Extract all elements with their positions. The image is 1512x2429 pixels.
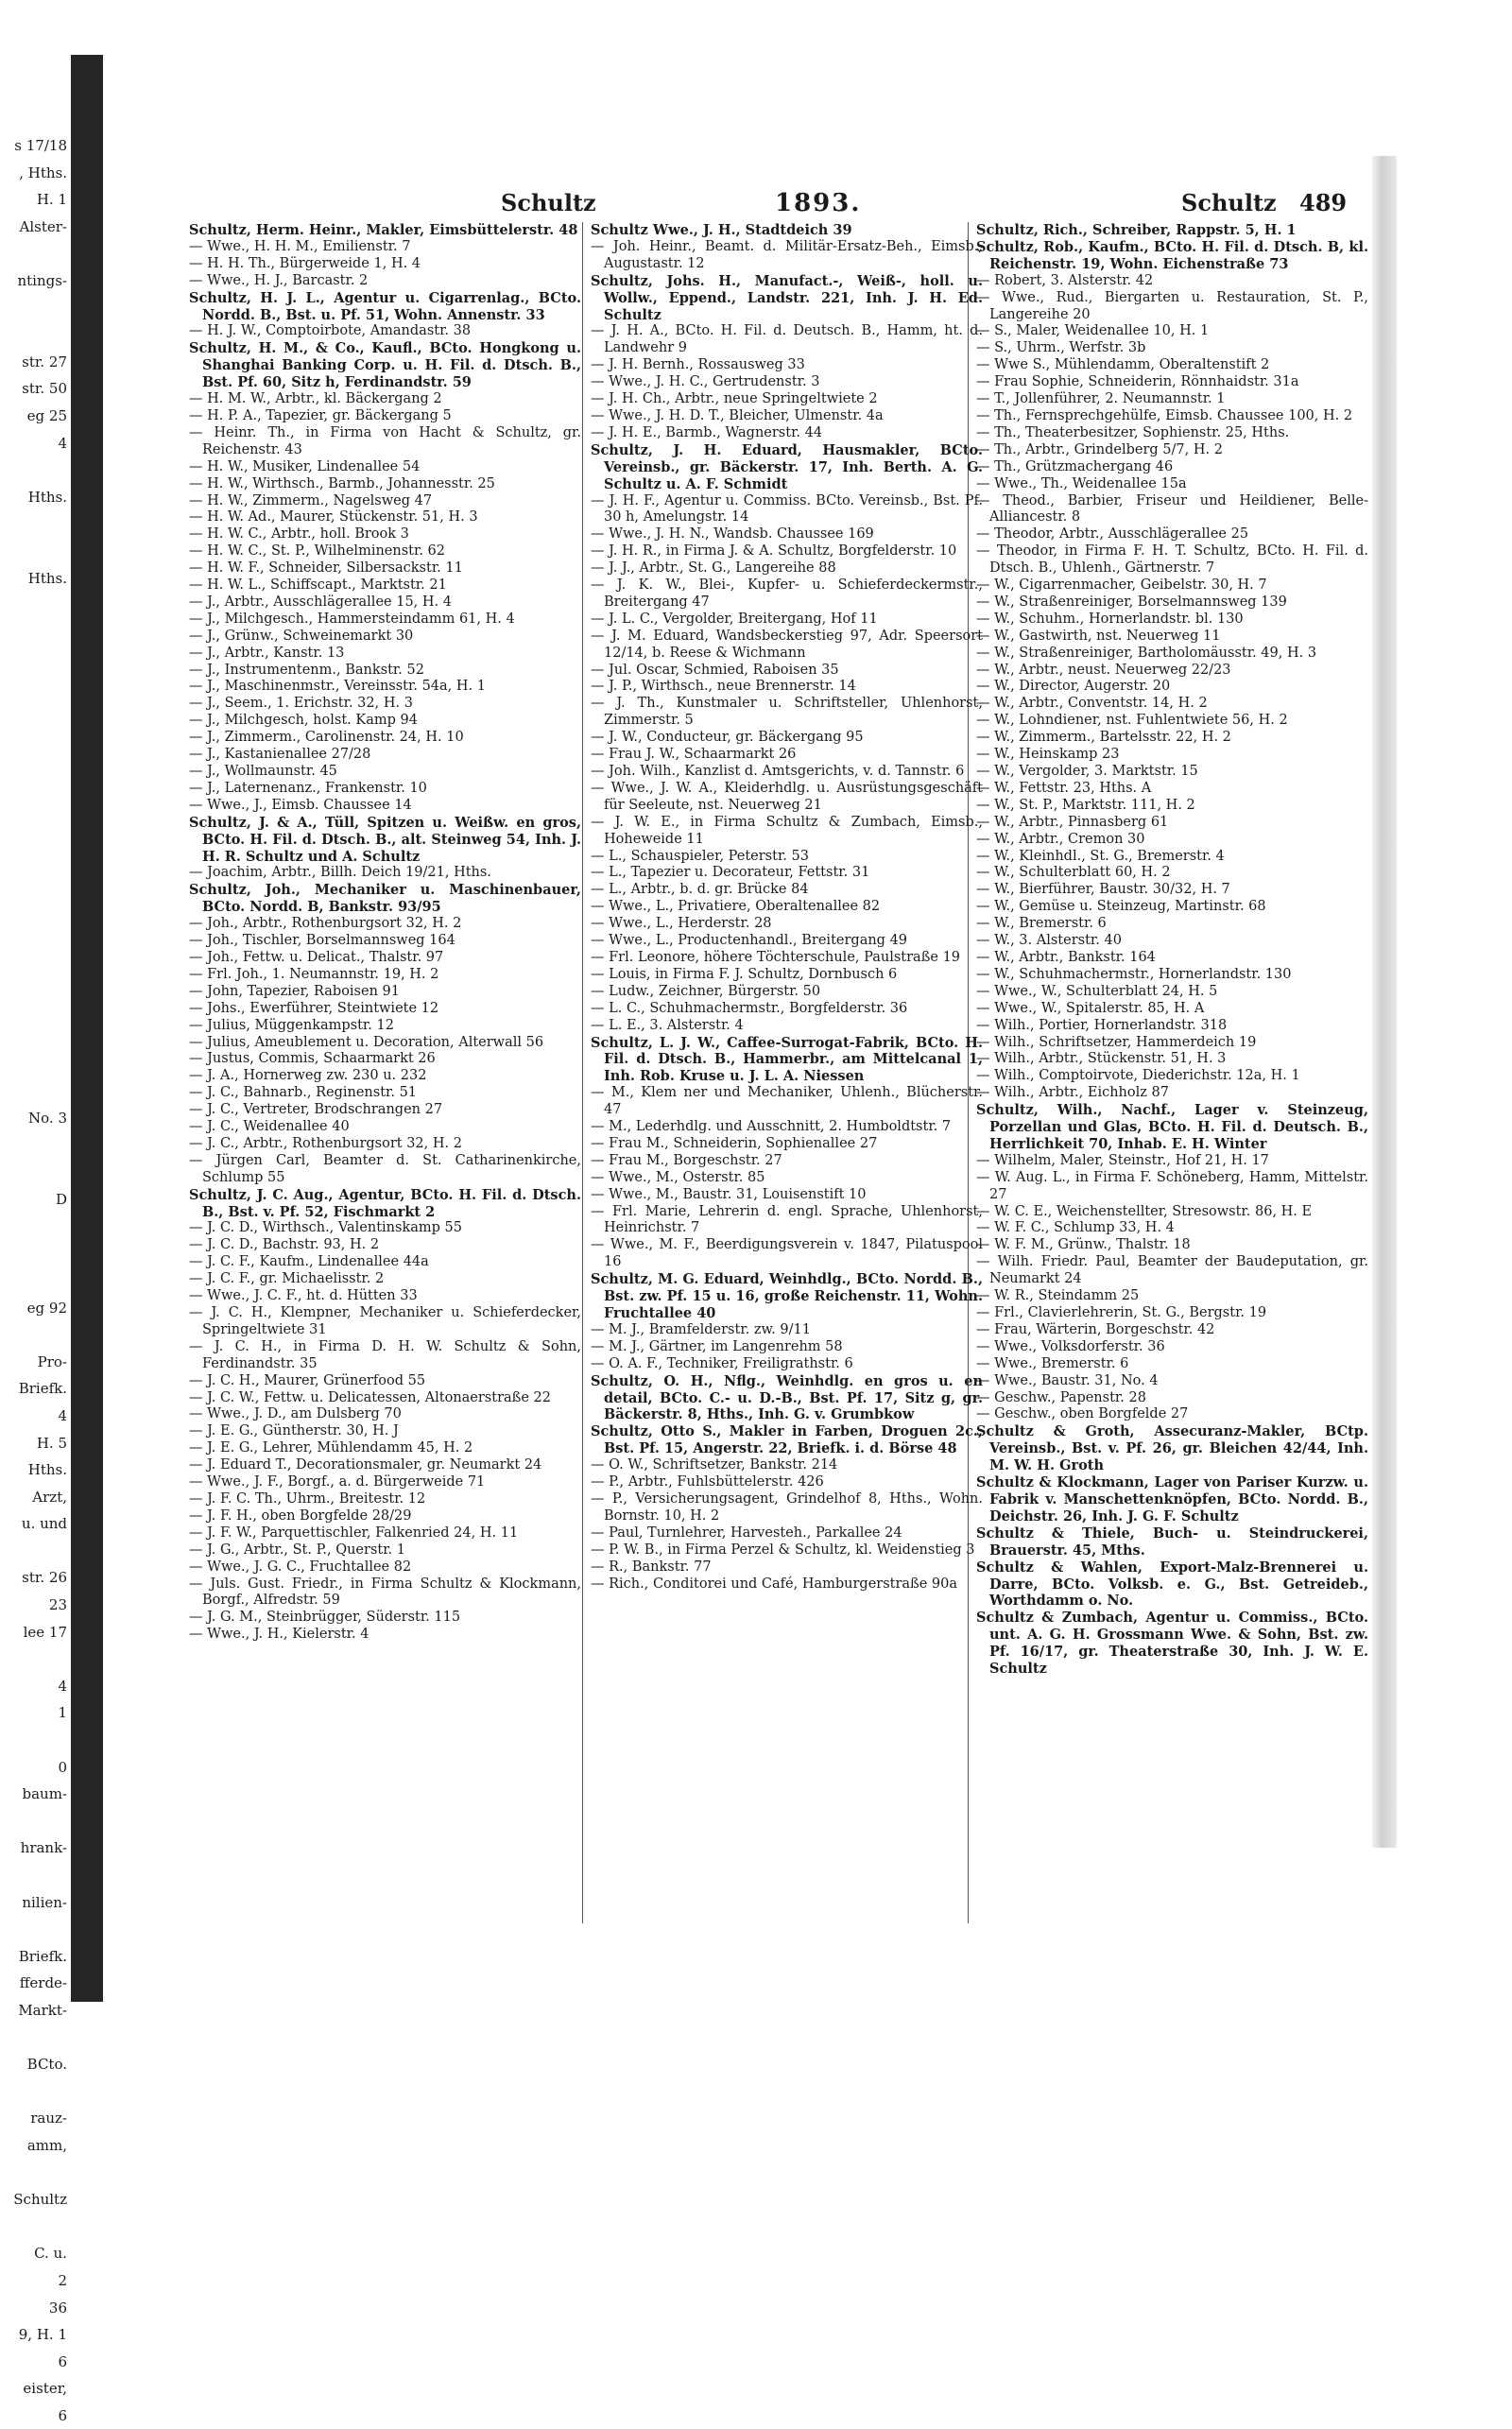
directory-entry: — Frl. Joh., 1. Neumannstr. 19, H. 2 [189, 966, 439, 982]
directory-entry: — Wwe., L., Privatiere, Oberaltenallee 82 [591, 899, 881, 915]
directory-entry: — H. W. Ad., Maurer, Stückenstr. 51, H. 3 [189, 509, 478, 525]
directory-entry: — Wwe., J., Eimsb. Chaussee 14 [189, 797, 412, 813]
directory-entry: — W., Fettstr. 23, Hths. A [976, 780, 1152, 796]
fragment-line: Hths. [27, 569, 67, 587]
fragment-line: 4 [58, 1677, 67, 1695]
directory-entry: — Wwe., Rud., Biergarten u. Restauration, St. P., Langereihe 20 [976, 289, 1368, 322]
directory-entry: — J., Wollmaunstr. 45 [189, 764, 337, 779]
fragment-line [0, 240, 71, 267]
directory-entry: — Wwe., Th., Weidenallee 15a [976, 475, 1187, 491]
fragment-line: fferde- [19, 1974, 67, 1992]
fragment-line [0, 727, 71, 754]
directory-entry: — J. C. F., Kaufm., Lindenallee 44a [189, 1254, 429, 1270]
directory-entry: Schultz, H. J. L., Agentur u. Cigarrenlag., BCto. Nordd. B., Bst. u. Pf. 51, Wohn. Annenstr. 33 [189, 289, 581, 323]
directory-entry: — Wwe., W., Schulterblatt 24, H. 5 [976, 983, 1218, 999]
fragment-line [0, 1267, 71, 1295]
directory-entry: — Jul. Oscar, Schmied, Raboisen 35 [591, 662, 839, 678]
fragment-line [0, 1916, 71, 1943]
directory-entry: — J. C. D., Bachstr. 93, H. 2 [189, 1237, 380, 1253]
directory-entry: — J. Th., Kunstmaler u. Schriftsteller, Uhlenhorst, Zimmerstr. 5 [591, 696, 983, 729]
directory-entry: — Frau M., Schneiderin, Sophienallee 27 [591, 1135, 878, 1151]
directory-entry: — Wwe., W., Spitalerstr. 85, H. A [976, 1000, 1205, 1016]
directory-entry: — Joh., Arbtr., Rothenburgsort 32, H. 2 [189, 916, 462, 932]
directory-entry: — W. R., Steindamm 25 [976, 1288, 1140, 1304]
directory-entry: — J. F. W., Parquettischler, Falkenried 24, H. 11 [189, 1525, 519, 1541]
fragment-line [0, 538, 71, 565]
directory-entry: — W., Straßenreiniger, Borselmannsweg 139 [976, 594, 1287, 610]
directory-entry: — S., Maler, Weidenallee 10, H. 1 [976, 323, 1210, 339]
directory-entry: — Wwe., M., Baustr. 31, Louisenstift 10 [591, 1186, 867, 1202]
directory-entry: — M. J., Bramfelderstr. zw. 9/11 [591, 1321, 811, 1337]
directory-entry: — J., Laternenanz., Frankenstr. 10 [189, 780, 427, 796]
directory-entry: — Theodor, in Firma F. H. T. Schultz, BCto. H. Fil. d. Dtsch. B., Uhlenh., Gärtnerstr. 7 [976, 543, 1368, 577]
directory-entry: — Geschw., oben Borgfelde 27 [976, 1406, 1189, 1422]
directory-entry: — Wwe S., Mühlendamm, Oberaltenstift 2 [976, 357, 1270, 373]
directory-entry: — J. H. Ch., Arbtr., neue Springeltwiete 2 [591, 391, 878, 407]
directory-entry: — Joh., Tischler, Borselmannsweg 164 [189, 933, 455, 949]
directory-entry: — W., Arbtr., Cremon 30 [976, 831, 1145, 847]
directory-entry: — J. W. E., in Firma Schultz & Zumbach, Eimsb., Hoheweide 11 [591, 814, 983, 847]
directory-entry: — J. C., Bahnarb., Reginenstr. 51 [189, 1085, 418, 1101]
directory-entry: — Th., Fernsprechgehülfe, Eimsb. Chaussee 100, H. 2 [976, 407, 1353, 423]
directory-entry: — J. C. W., Fettw. u. Delicatessen, Altonaerstraße 22 [189, 1389, 551, 1405]
directory-entry: — Joachim, Arbtr., Billh. Deich 19/21, Hths. [189, 865, 491, 881]
directory-entry: — Wwe., J. F., Borgf., a. d. Bürgerweide 71 [189, 1474, 486, 1490]
fragment-line [0, 997, 71, 1025]
directory-entry: — H. W., Wirthsch., Barmb., Johannesstr. 25 [189, 475, 495, 491]
fragment-line [0, 510, 71, 538]
fragment-line: No. 3 [28, 1110, 67, 1128]
directory-entry: — Joh. Heinr., Beamt. d. Militär-Ersatz-Beh., Eimsb., Augustastr. 12 [591, 238, 983, 271]
directory-entry: — H. W. C., St. P., Wilhelminenstr. 62 [189, 543, 445, 560]
fragment-line: 23 [48, 1596, 67, 1614]
directory-entry: — Heinr. Th., in Firma von Hacht & Schultz, gr. Reichenstr. 43 [189, 424, 581, 457]
fragment-line [0, 1727, 71, 1754]
directory-entry: — J. E. G., Güntherstr. 30, H. J [189, 1423, 399, 1439]
fragment-line [0, 1538, 71, 1565]
directory-entry: — Joh. Wilh., Kanzlist d. Amtsgerichts, v. d. Tannstr. 6 [591, 764, 965, 779]
page-edge [1372, 156, 1397, 1848]
directory-entry: — H. J. W., Comptoirbote, Amandastr. 38 [189, 323, 472, 339]
fragment-line [0, 295, 71, 322]
column-2 [591, 222, 983, 1952]
directory-entry: — Jürgen Carl, Beamter d. St. Catharinenkirche, Schlump 55 [189, 1152, 581, 1185]
directory-entry: — Wilh., Portier, Hornerlandstr. 318 [976, 1017, 1228, 1033]
directory-entry: — J. A., Hornerweg zw. 230 u. 232 [189, 1068, 427, 1084]
directory-entry: Schultz, Rob., Kaufm., BCto. H. Fil. d. Dtsch. B, kl. Reichenstr. 19, Wohn. Eichenstraße 73 [976, 238, 1368, 272]
directory-entry: — Wwe., M., Osterstr. 85 [591, 1169, 765, 1185]
directory-entry: — L., Arbtr., b. d. gr. Brücke 84 [591, 882, 809, 898]
directory-entry: — Frl., Clavierlehrerin, St. G., Bergstr. 19 [976, 1305, 1267, 1320]
directory-entry: — Th., Grützmachergang 46 [976, 458, 1174, 474]
directory-entry: Schultz, J. H. Eduard, Hausmakler, BCto. Vereinsb., gr. Bäckerstr. 17, Inh. Berth. A. G. Schultz u. A. F. Schmidt [591, 441, 983, 492]
directory-entry: — Wilh., Arbtr., Eichholz 87 [976, 1085, 1169, 1101]
fragment-line [0, 943, 71, 971]
fragment-line: Alster- [19, 217, 67, 235]
fragment-line [0, 673, 71, 700]
fragment-line [0, 1051, 71, 1078]
directory-entry: — R., Bankstr. 77 [591, 1559, 712, 1575]
directory-entry: — H. W., Musiker, Lindenallee 54 [189, 458, 421, 474]
fragment-line [0, 2024, 71, 2052]
directory-entry: — Paul, Turnlehrer, Harvesteh., Parkallee 24 [591, 1525, 902, 1541]
directory-entry: Schultz & Thiele, Buch- u. Steindruckerei, Brauerstr. 45, Mths. [976, 1525, 1368, 1559]
directory-entry: — W., Bierführer, Baustr. 30/32, H. 7 [976, 882, 1230, 898]
directory-entry: Schultz, M. G. Eduard, Weinhdlg., BCto. Nordd. B., Bst. zw. Pf. 15 u. 16, große Reichenstr. 11, Wohn. Fruchtallee 40 [591, 1271, 983, 1321]
fragment-line [0, 862, 71, 889]
directory-entry: — P., Arbtr., Fuhlsbüttelerstr. 426 [591, 1474, 824, 1490]
fragment-line [0, 1808, 71, 1835]
page-number: 489 [1299, 189, 1348, 216]
directory-entry: — W., Kleinhdl., St. G., Bremerstr. 4 [976, 848, 1225, 864]
fragment-line [0, 646, 71, 673]
directory-entry: — Wwe., L., Productenhandl., Breitergang 49 [591, 933, 908, 949]
directory-entry: — W., Cigarrenmacher, Geibelstr. 30, H. 7 [976, 577, 1267, 594]
directory-entry: — Justus, Commis, Schaarmarkt 26 [189, 1051, 436, 1067]
directory-entry: Schultz, Rich., Schreiber, Rappstr. 5, H. 1 [976, 222, 1297, 238]
fragment-line: H. 5 [36, 1434, 67, 1452]
binding-strip [71, 55, 103, 2002]
fragment-line: rauz- [30, 2110, 67, 2128]
directory-entry: — W., 3. Alsterstr. 40 [976, 933, 1122, 949]
directory-entry: — H. W. C., Arbtr., holl. Brook 3 [189, 526, 409, 543]
directory-entry: — H. W., Zimmerm., Nagelsweg 47 [189, 492, 433, 508]
directory-entry: — J. C. D., Wirthsch., Valentinskamp 55 [189, 1220, 462, 1236]
directory-entry: Schultz, L. J. W., Caffee-Surrogat-Fabrik, BCto. H. Fil. d. Dtsch. B., Hammerbr., am Mittelcanal 1, Inh. Rob. Kruse u. J. L. A. Niessen [591, 1034, 983, 1085]
directory-entry: — J. J., Arbtr., St. G., Langereihe 88 [591, 560, 836, 577]
fragment-line [0, 1132, 71, 1160]
directory-entry: — M. J., Gärtner, im Langenrehm 58 [591, 1338, 843, 1354]
directory-entry: — Frl. Marie, Lehrerin d. engl. Sprache, Uhlenhorst, Heinrichstr. 7 [591, 1203, 983, 1236]
directory-entry: — Wilh., Comptoirvote, Diederichstr. 12a, H. 1 [976, 1068, 1300, 1084]
directory-entry: — J. Eduard T., Decorationsmaler, gr. Neumarkt 24 [189, 1457, 542, 1473]
directory-entry: — J. C., Arbtr., Rothenburgsort 32, H. 2 [189, 1135, 462, 1151]
directory-entry: — Wilh., Arbtr., Stückenstr. 51, H. 3 [976, 1051, 1227, 1067]
directory-entry: Schultz, Joh., Mechaniker u. Maschinenbauer, BCto. Nordd. B, Bankstr. 93/95 [189, 882, 581, 916]
directory-entry: — J., Kastanienallee 27/28 [189, 747, 371, 763]
directory-entry: — Frl. Leonore, höhere Töchterschule, Paulstraße 19 [591, 949, 961, 965]
directory-entry: — J. W., Conducteur, gr. Bäckergang 95 [591, 730, 864, 746]
fragment-line [0, 457, 71, 484]
directory-entry: Schultz, H. M., & Co., Kaufl., BCto. Hongkong u. Shanghai Banking Corp. u. H. Fil. d. Dtsch. B., Bst. Pf. 60, Sitz h, Ferdinandstr. 59 [189, 340, 581, 391]
directory-entry: — Wilh. Friedr. Paul, Beamter der Baudeputation, gr. Neumarkt 24 [976, 1254, 1368, 1287]
directory-entry: Schultz, Herm. Heinr., Makler, Eimsbüttelerstr. 48 [189, 222, 578, 238]
directory-entry: — Theod., Barbier, Friseur und Heildiener, Belle-Alliancestr. 8 [976, 492, 1368, 525]
fragment-line: eister, [23, 2380, 67, 2398]
directory-entry: — Wwe., Volksdorferstr. 36 [976, 1338, 1165, 1354]
fragment-line: BCto. [26, 2056, 67, 2074]
directory-entry: — O. A. F., Techniker, Freiligrathstr. 6 [591, 1355, 853, 1371]
directory-entry: — Wwe., J. C. F., ht. d. Hütten 33 [189, 1288, 418, 1304]
directory-entry: — Frau M., Borgeschstr. 27 [591, 1152, 782, 1168]
directory-entry: — Wwe., L., Herderstr. 28 [591, 916, 772, 932]
directory-entry: — J. G. M., Steinbrügger, Süderstr. 115 [189, 1610, 461, 1626]
directory-entry: Schultz, Otto S., Makler in Farben, Droguen 2c., Bst. Pf. 15, Angerstr. 22, Briefk. i. d. Börse 48 [591, 1423, 983, 1457]
fragment-line: nilien- [22, 1893, 67, 1911]
directory-entry: — J. C. F., gr. Michaelisstr. 2 [189, 1271, 385, 1287]
directory-entry: Schultz, J. & A., Tüll, Spitzen u. Weißw. en gros, BCto. H. Fil. d. Dtsch. B., alt. Steinweg 54, Inh. J. H. R. Schultz und A. Schultz [189, 814, 581, 865]
column-1 [189, 222, 581, 1952]
directory-entry: — W., Arbtr., Conventstr. 14, H. 2 [976, 696, 1208, 712]
directory-entry: — Robert, 3. Alsterstr. 42 [976, 272, 1154, 288]
fragment-line [0, 781, 71, 808]
fragment-line [0, 1160, 71, 1187]
directory-entry: Schultz, O. H., Nflg., Weinhdlg. en gros u. en detail, BCto. C.- u. D.-B., Bst. Pf. 17, Sitz g, gr. Bäckerstr. 8, Hths., Inh. G. v. Grumbkow [591, 1372, 983, 1423]
fragment-line [0, 2078, 71, 2106]
directory-entry: — W., Heinskamp 23 [976, 747, 1120, 763]
directory-entry: — J. H. A., BCto. H. Fil. d. Deutsch. B., Hamm, ht. d. Landwehr 9 [591, 323, 983, 356]
fragment-line: lee 17 [23, 1623, 67, 1641]
directory-entry: — W., Arbtr., neust. Neuerweg 22/23 [976, 662, 1231, 678]
directory-entry: — W., Schulterblatt 60, H. 2 [976, 865, 1171, 881]
directory-entry: — Wwe., H. H. M., Emilienstr. 7 [189, 238, 411, 254]
directory-entry: — M., Lederhdlg. und Ausschnitt, 2. Humboldtstr. 7 [591, 1119, 952, 1135]
directory-entry: Schultz & Wahlen, Export-Malz-Brennerei u. Darre, BCto. Volksb. e. G., Bst. Getreideb., Worthdamm o. No. [976, 1559, 1368, 1610]
fragment-line: Markt- [18, 2001, 67, 2019]
fragment-line: 36 [48, 2299, 67, 2317]
directory-entry: — Wwe., J. H., Kielerstr. 4 [189, 1627, 369, 1643]
directory-entry: Schultz, J. C. Aug., Agentur, BCto. H. Fil. d. Dtsch. B., Bst. v. Pf. 52, Fischmarkt 2 [189, 1186, 581, 1220]
directory-entry: — P. W. B., in Firma Perzel & Schultz, kl. Weidenstieg 3 [591, 1542, 975, 1558]
directory-entry: — Ludw., Zeichner, Bürgerstr. 50 [591, 983, 821, 999]
fragment-line: C. u. [34, 2245, 67, 2263]
fragment-line: hrank- [20, 1839, 67, 1857]
directory-entry: — Julius, Ameublement u. Decoration, Alterwall 56 [189, 1034, 544, 1050]
fragment-line: 6 [58, 2352, 67, 2370]
header-year: 1893. [775, 189, 862, 217]
fragment-line [0, 1862, 71, 1889]
directory-entry: — J. E. G., Lehrer, Mühlendamm 45, H. 2 [189, 1440, 473, 1456]
directory-entry: — Wwe., J. D., am Dulsberg 70 [189, 1406, 402, 1422]
directory-entry: — J. H. Bernh., Rossausweg 33 [591, 357, 805, 373]
fragment-line: str. 26 [22, 1569, 67, 1587]
fragment-line: 1 [58, 1704, 67, 1722]
header-left-word: Schultz [501, 189, 596, 216]
fragment-line [0, 619, 71, 646]
fragment-line [0, 754, 71, 782]
fragment-line [0, 592, 71, 619]
fragment-line: str. 50 [22, 380, 67, 398]
directory-entry: — J. C., Vertreter, Brodschrangen 27 [189, 1102, 443, 1118]
directory-entry: Schultz & Zumbach, Agentur u. Commiss., BCto. unt. A. G. H. Grossmann Wwe. & Sohn, Bst. zw. Pf. 16/17, gr. Theaterstraße 30, Inh. J. W. E. Schultz [976, 1610, 1368, 1678]
directory-entry: — Wwe., J. W. A., Kleiderhdlg. u. Ausrüstungsgeschäft für Seeleute, nst. Neuerweg 21 [591, 780, 983, 813]
fragment-line [0, 321, 71, 349]
directory-entry: — J. F. C. Th., Uhrm., Breitestr. 12 [189, 1490, 426, 1507]
directory-entry: Schultz & Groth, Assecuranz-Makler, BCtp. Vereinsb., Bst. v. Pf. 26, gr. Bleichen 42/44, Inh. M. W. H. Groth [976, 1423, 1368, 1474]
fragment-line: 4 [58, 434, 67, 452]
fragment-line: s 17/18 [14, 137, 67, 154]
directory-entry: — H. P. A., Tapezier, gr. Bäckergang 5 [189, 407, 452, 423]
directory-entry: — W., Schuhmachermstr., Hornerlandstr. 130 [976, 966, 1292, 982]
previous-page-fragment [0, 132, 71, 2424]
directory-entry: — J. K. W., Blei-, Kupfer- u. Schieferdeckermstr., Breitergang 47 [591, 577, 983, 610]
fragment-line: D [55, 1191, 67, 1209]
directory-entry: — H. M. W., Arbtr., kl. Bäckergang 2 [189, 391, 442, 407]
fragment-line: Hths. [27, 488, 67, 506]
fragment-line: eg 25 [26, 406, 67, 424]
fragment-line: Briefk. [18, 1380, 67, 1398]
directory-entry: — J. H. R., in Firma J. & A. Schultz, Borgfelderstr. 10 [591, 543, 957, 560]
directory-entry: — Frau, Wärterin, Borgeschstr. 42 [976, 1321, 1215, 1337]
directory-entry: — W., Vergolder, 3. Marktstr. 15 [976, 764, 1198, 779]
directory-entry: — J. L. C., Vergolder, Breitergang, Hof 11 [591, 611, 878, 627]
directory-entry: — J., Maschinenmstr., Vereinsstr. 54a, H. 1 [189, 679, 486, 695]
directory-entry: — H. W. L., Schiffscapt., Marktstr. 21 [189, 577, 447, 594]
directory-entry: — S., Uhrm., Werfstr. 3b [976, 340, 1146, 356]
directory-entry: — J., Arbtr., Kanstr. 13 [189, 645, 345, 661]
fragment-line: ntings- [17, 271, 67, 289]
fragment-line [0, 889, 71, 917]
directory-entry: — W. F. M., Grünw., Thalstr. 18 [976, 1237, 1191, 1253]
directory-entry: — Theodor, Arbtr., Ausschlägerallee 25 [976, 526, 1249, 543]
fragment-line: 4 [58, 1406, 67, 1424]
directory-entry: — W., Gemüse u. Steinzeug, Martinstr. 68 [976, 899, 1266, 915]
fragment-line [0, 2214, 71, 2241]
directory-entry: — J. G., Arbtr., St. P., Querstr. 1 [189, 1542, 405, 1558]
directory-entry: — Wwe., J. H. D. T., Bleicher, Ulmenstr. 4a [591, 407, 884, 423]
column-rule [582, 222, 583, 1923]
directory-entry: — J. M. Eduard, Wandsbeckerstieg 97, Adr. Speersort 12/14, b. Reese & Wichmann [591, 628, 983, 661]
fragment-line: u. und [21, 1515, 67, 1533]
fragment-line: eg 92 [26, 1299, 67, 1317]
directory-entry: — P., Versicherungsagent, Grindelhof 8, Hths., Wohn. Bornstr. 10, H. 2 [591, 1490, 983, 1524]
directory-entry: — J., Milchgesch., Hammersteindamm 61, H. 4 [189, 611, 515, 627]
fragment-line: Schultz [13, 2191, 67, 2209]
directory-entry: — John, Tapezier, Raboisen 91 [189, 983, 400, 999]
directory-entry: — L., Tapezier u. Decorateur, Fettstr. 31 [591, 865, 870, 881]
column-3 [976, 222, 1368, 1952]
directory-entry: — W., Lohndiener, nst. Fuhlentwiete 56, H. 2 [976, 713, 1288, 729]
directory-entry: — J. F. H., oben Borgfelde 28/29 [189, 1507, 412, 1524]
directory-entry: — Juls. Gust. Friedr., in Firma Schultz & Klockmann, Borgf., Alfredstr. 59 [189, 1576, 581, 1609]
directory-entry: — J., Seem., 1. Erichstr. 32, H. 3 [189, 696, 413, 712]
directory-entry: — L. E., 3. Alsterstr. 4 [591, 1017, 744, 1033]
directory-entry: — J. H. E., Barmb., Wagnerstr. 44 [591, 424, 823, 440]
directory-entry: — Geschw., Papenstr. 28 [976, 1389, 1146, 1405]
directory-entry: — W., Schuhm., Hornerlandstr. bl. 130 [976, 611, 1244, 627]
directory-entry: — J. P., Wirthsch., neue Brennerstr. 14 [591, 679, 856, 695]
fragment-line [0, 1214, 71, 1241]
directory-entry: — J., Grünw., Schweinemarkt 30 [189, 628, 414, 644]
fragment-line: , Hths. [19, 164, 67, 181]
header-right-word: Schultz [1181, 189, 1277, 216]
directory-page [132, 123, 1368, 1966]
directory-entry: Schultz Wwe., J. H., Stadtdeich 39 [591, 222, 852, 238]
directory-entry: — Frau Sophie, Schneiderin, Rönnhaidstr. 31a [976, 374, 1299, 390]
directory-entry: — W., Arbtr., Bankstr. 164 [976, 949, 1156, 965]
fragment-line: amm, [26, 2136, 67, 2154]
directory-entry: — W., St. P., Marktstr. 111, H. 2 [976, 797, 1195, 813]
directory-entry: — Wwe., M. F., Beerdigungsverein v. 1847, Pilatuspool 16 [591, 1237, 983, 1270]
directory-entry: — Wwe., Bremerstr. 6 [976, 1355, 1129, 1371]
directory-entry: — O. W., Schriftsetzer, Bankstr. 214 [591, 1457, 838, 1473]
directory-entry: — W. Aug. L., in Firma F. Schöneberg, Hamm, Mittelstr. 27 [976, 1169, 1368, 1202]
directory-entry: — Joh., Fettw. u. Delicat., Thalstr. 97 [189, 949, 444, 965]
directory-entry: — J., Milchgesch, holst. Kamp 94 [189, 713, 418, 729]
fragment-line [0, 1078, 71, 1106]
fragment-line [0, 808, 71, 836]
directory-entry: — J. C., Weidenallee 40 [189, 1119, 350, 1135]
directory-entry: — Wwe., Baustr. 31, No. 4 [976, 1372, 1159, 1388]
fragment-line: 0 [58, 1758, 67, 1776]
directory-entry: — J. C. H., Klempner, Mechaniker u. Schieferdecker, Springeltwiete 31 [189, 1305, 581, 1337]
fragment-line: str. 27 [22, 353, 67, 370]
directory-entry: — W., Bremerstr. 6 [976, 916, 1107, 932]
directory-entry: — W., Arbtr., Pinnasberg 61 [976, 814, 1169, 830]
directory-entry: — H. H. Th., Bürgerweide 1, H. 4 [189, 255, 421, 271]
directory-entry: — T., Jollenführer, 2. Neumannstr. 1 [976, 391, 1226, 407]
fragment-line: H. 1 [36, 191, 67, 209]
directory-entry: — J., Arbtr., Ausschlägerallee 15, H. 4 [189, 594, 452, 610]
directory-entry: — W., Gastwirth, nst. Neuerweg 11 [976, 628, 1221, 644]
fragment-line: 6 [58, 2406, 67, 2424]
directory-entry: — J., Zimmerm., Carolinenstr. 24, H. 10 [189, 730, 464, 746]
directory-entry: — L., Schauspieler, Peterstr. 53 [591, 848, 809, 864]
directory-entry: — W., Zimmerm., Bartelsstr. 22, H. 2 [976, 730, 1231, 746]
directory-entry: — W., Straßenreiniger, Bartholomäusstr. 49, H. 3 [976, 645, 1317, 661]
directory-entry: — Wilh., Schriftsetzer, Hammerdeich 19 [976, 1034, 1257, 1050]
fragment-line [0, 1645, 71, 1673]
directory-entry: — Julius, Müggenkampstr. 12 [189, 1017, 394, 1033]
directory-entry: — J. C. H., Maurer, Grünerfood 55 [189, 1372, 426, 1388]
directory-entry: Schultz, Johs. H., Manufact.-, Weiß-, holl. u. Wollw., Eppend., Landstr. 221, Inh. J. H. Ed. Schultz [591, 272, 983, 323]
directory-entry: — Wwe., J. G. C., Fruchtallee 82 [189, 1559, 412, 1575]
fragment-line [0, 1240, 71, 1267]
directory-entry: — Wilhelm, Maler, Steinstr., Hof 21, H. 17 [976, 1152, 1269, 1168]
fragment-line [0, 835, 71, 862]
directory-entry: — Wwe., H. J., Barcastr. 2 [189, 272, 369, 288]
fragment-line: Briefk. [18, 1947, 67, 1965]
fragment-line: 9, H. 1 [18, 2326, 67, 2344]
fragment-line [0, 916, 71, 943]
directory-entry: — M., Klem ner und Mechaniker, Uhlenh., Blücherstr. 47 [591, 1085, 983, 1118]
fragment-line [0, 1321, 71, 1349]
directory-entry: — Th., Theaterbesitzer, Sophienstr. 25, Hths. [976, 424, 1290, 440]
directory-entry: — Johs., Ewerführer, Steintwiete 12 [189, 1000, 439, 1016]
fragment-line [0, 970, 71, 997]
fragment-line [0, 1025, 71, 1052]
running-header [189, 189, 1351, 227]
fragment-line: Pro- [37, 1352, 67, 1370]
directory-entry: — L. C., Schuhmachermstr., Borgfelderstr. 36 [591, 1000, 908, 1016]
directory-entry: — H. W. F., Schneider, Silbersackstr. 11 [189, 560, 463, 577]
fragment-line [0, 699, 71, 727]
directory-entry: — Wwe., J. H. N., Wandsb. Chaussee 169 [591, 526, 874, 543]
directory-entry: Schultz, Wilh., Nachf., Lager v. Steinzeug, Porzellan und Glas, BCto. H. Fil. d. Deutsch. B., Herrlichkeit 70, Inhab. E. H. Winter [976, 1102, 1368, 1152]
fragment-line: Hths. [27, 1461, 67, 1479]
directory-entry: — W., Director, Augerstr. 20 [976, 679, 1171, 695]
directory-entry: — Wwe., J. H. C., Gertrudenstr. 3 [591, 374, 820, 390]
fragment-line [0, 2160, 71, 2187]
directory-entry: — W. F. C., Schlump 33, H. 4 [976, 1220, 1175, 1236]
fragment-line: baum- [22, 1785, 67, 1803]
directory-entry: Schultz & Klockmann, Lager von Pariser Kurzw. u. Fabrik v. Manschettenknöpfen, BCto. Nordd. B., Deichstr. 26, Inh. J. G. F. Schultz [976, 1474, 1368, 1525]
directory-entry: — Th., Arbtr., Grindelberg 5/7, H. 2 [976, 441, 1223, 457]
directory-entry: — Frau J. W., Schaarmarkt 26 [591, 747, 797, 763]
directory-entry: — J. C. H., in Firma D. H. W. Schultz & Sohn, Ferdinandstr. 35 [189, 1338, 581, 1371]
directory-entry: — J. H. F., Agentur u. Commiss. BCto. Vereinsb., Bst. Pf. 30 h, Amelungstr. 14 [591, 492, 983, 525]
directory-entry: — W. C. E., Weichenstellter, Stresowstr. 86, H. E [976, 1203, 1313, 1219]
directory-entry: — Louis, in Firma F. J. Schultz, Dornbusch 6 [591, 966, 898, 982]
directory-entry: — J., Instrumentenm., Bankstr. 52 [189, 662, 424, 678]
fragment-line: 2 [58, 2271, 67, 2289]
fragment-line: Arzt, [32, 1488, 67, 1506]
directory-entry: — Rich., Conditorei und Café, Hamburgerstraße 90a [591, 1576, 958, 1592]
